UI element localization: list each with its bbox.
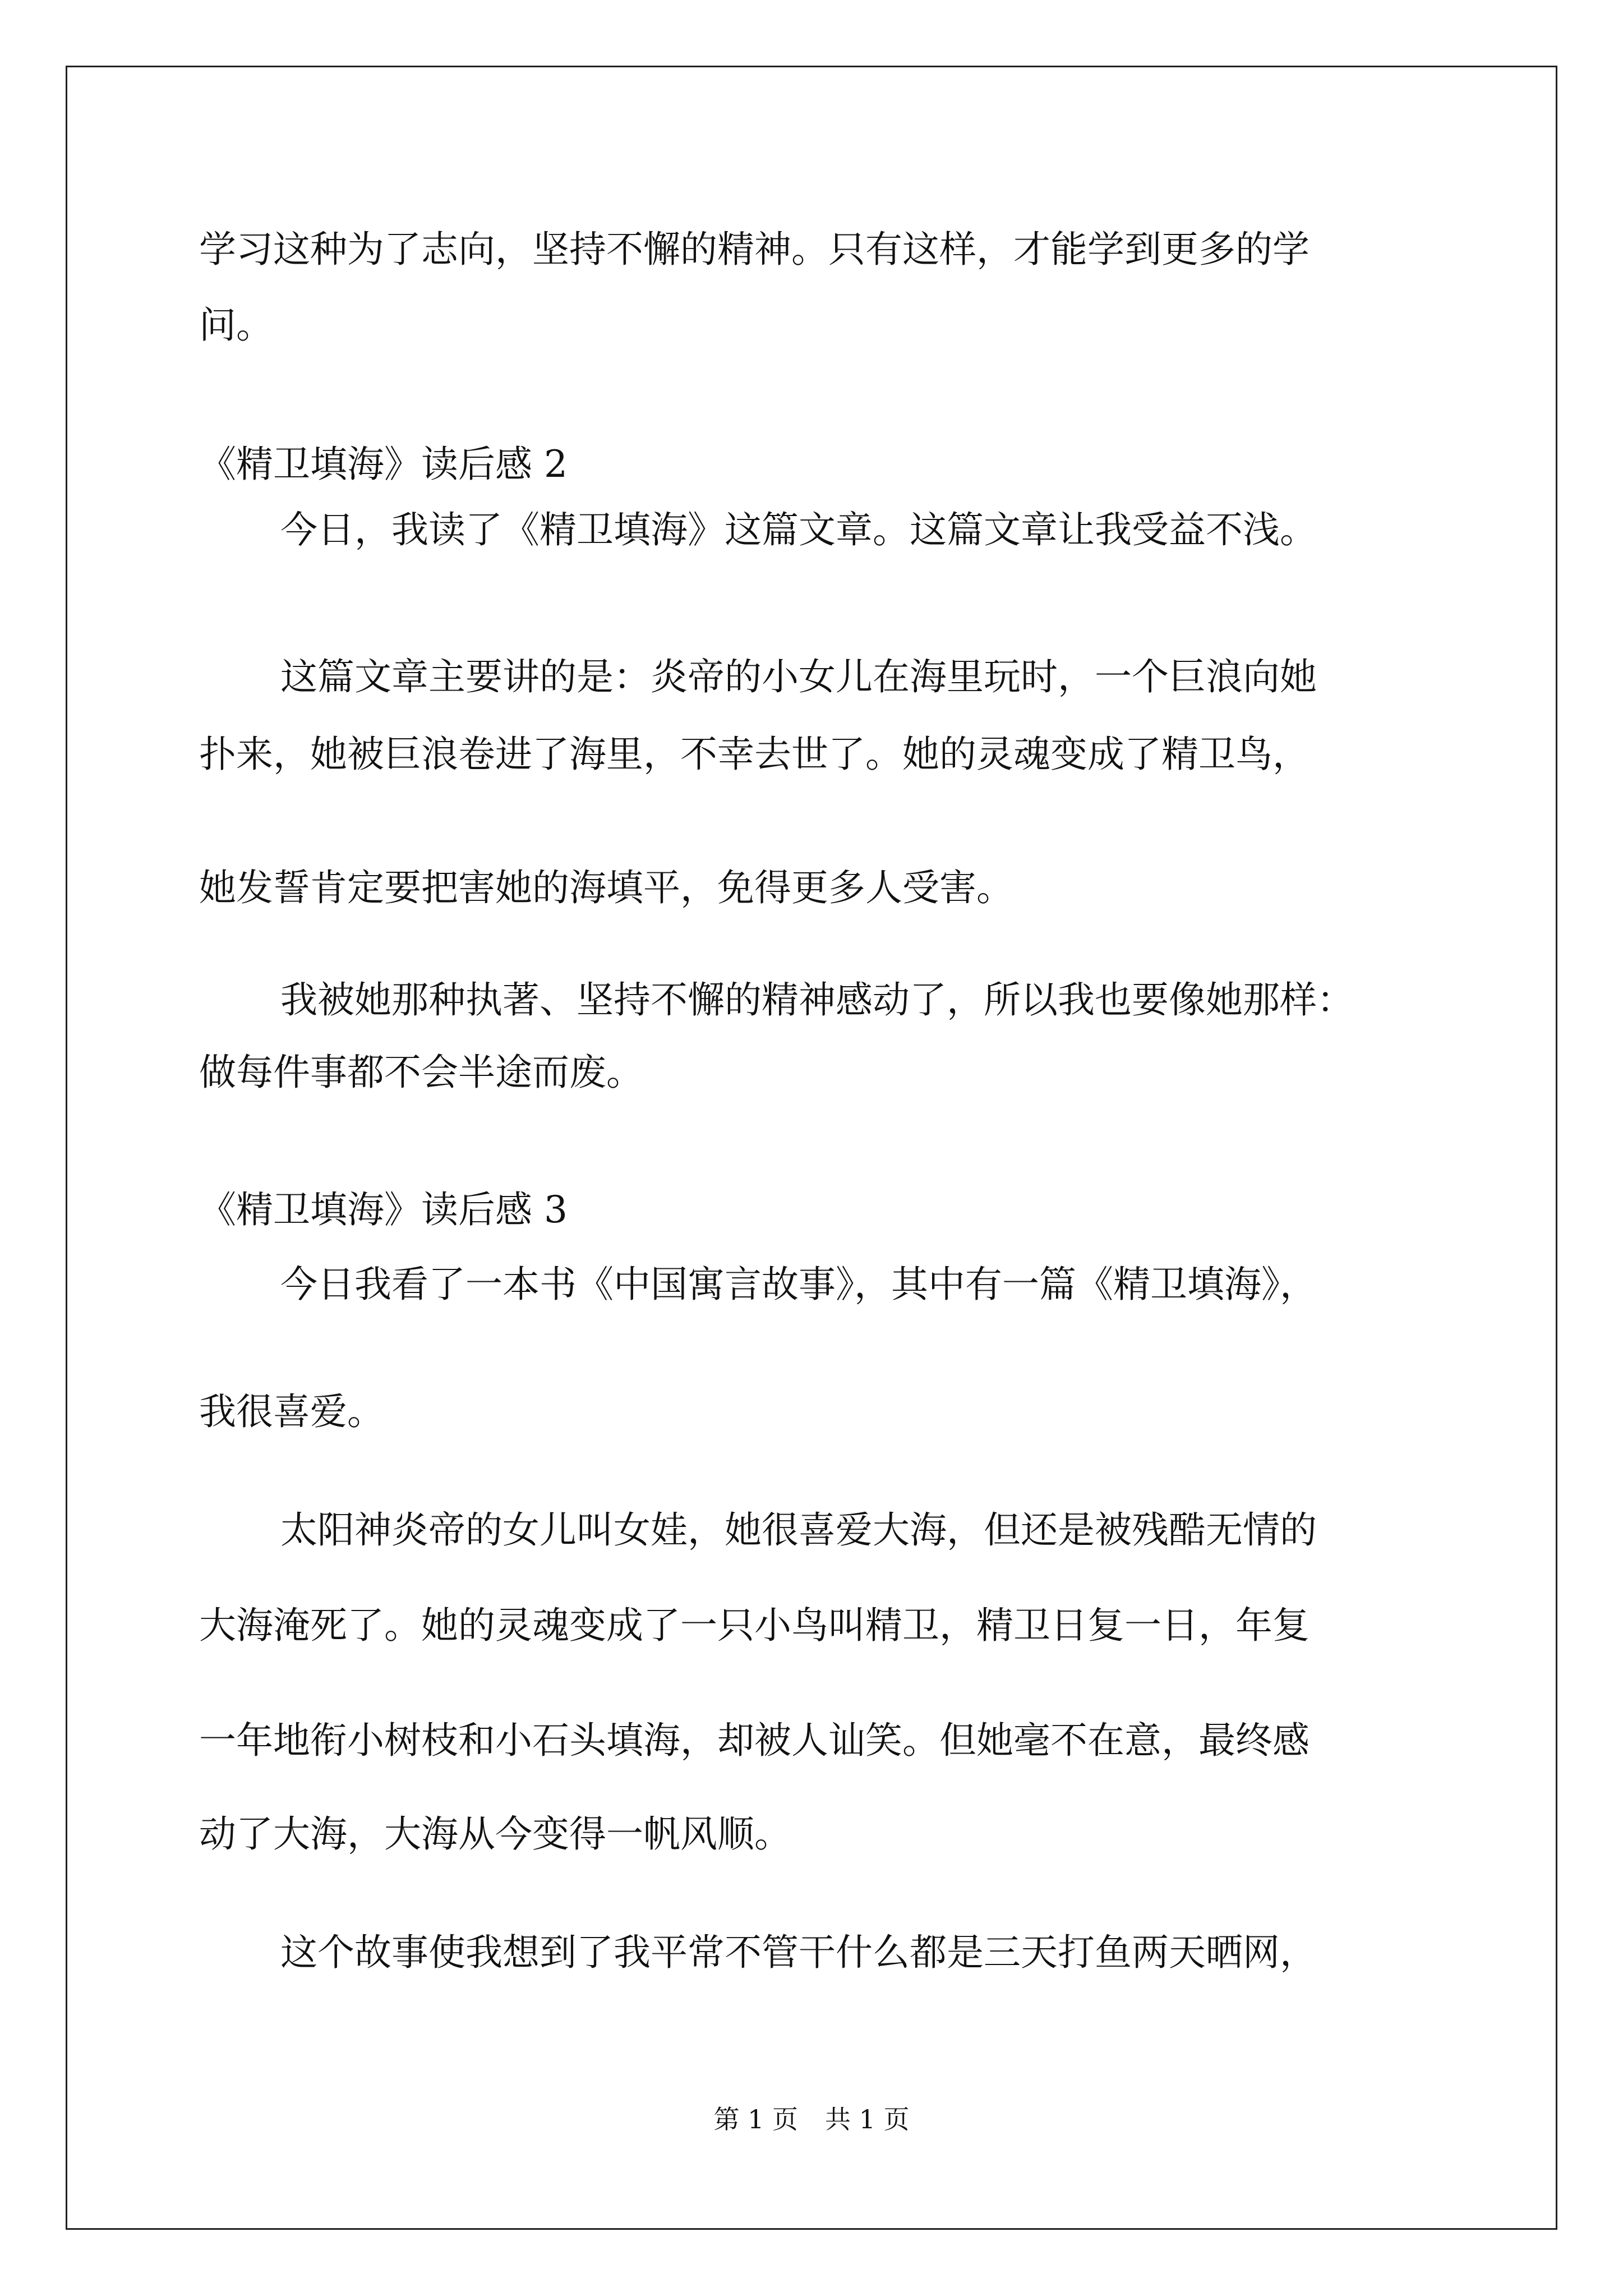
paragraph-line: 太阳神炎帝的女儿叫女娃，她很喜爱大海，但还是被残酷无情的 bbox=[280, 1508, 1317, 1552]
paragraph-line: 做每件事都不会半途而废。 bbox=[199, 1051, 643, 1094]
section-heading: 《精卫填海》读后感 2 bbox=[199, 443, 568, 486]
paragraph-line: 大海淹死了。她的灵魂变成了一只小鸟叫精卫，精卫日复一日，年复 bbox=[199, 1604, 1310, 1647]
paragraph-line: 今日我看了一本书《中国寓言故事》，其中有一篇《精卫填海》， bbox=[280, 1263, 1317, 1306]
paragraph-line: 我被她那种执著、坚持不懈的精神感动了，所以我也要像她那样： bbox=[280, 978, 1354, 1022]
section-heading: 《精卫填海》读后感 3 bbox=[199, 1188, 568, 1231]
page-border bbox=[66, 66, 1557, 2230]
page-number: 第 1 页 bbox=[713, 2104, 798, 2134]
paragraph-line: 这个故事使我想到了我平常不管干什么都是三天打鱼两天晒网， bbox=[280, 1931, 1317, 1974]
paragraph-line: 今日，我读了《精卫填海》这篇文章。这篇文章让我受益不浅。 bbox=[280, 508, 1317, 551]
paragraph-line: 她发誓肯定要把害她的海填平，免得更多人受害。 bbox=[199, 866, 1013, 909]
paragraph-line: 问。 bbox=[199, 303, 273, 347]
page-total: 共 1 页 bbox=[825, 2104, 910, 2134]
paragraph-line: 学习这种为了志向，坚持不懈的精神。只有这样，才能学到更多的学 bbox=[199, 228, 1310, 271]
paragraph-line: 动了大海，大海从今变得一帆风顺。 bbox=[199, 1812, 791, 1856]
paragraph-line: 这篇文章主要讲的是：炎帝的小女儿在海里玩时，一个巨浪向她 bbox=[280, 655, 1317, 698]
paragraph-line: 我很喜爱。 bbox=[199, 1390, 384, 1433]
page-footer bbox=[0, 2102, 1623, 2136]
paragraph-line: 一年地衔小树枝和小石头填海，却被人讪笑。但她毫不在意，最终感 bbox=[199, 1719, 1310, 1762]
paragraph-line: 扑来，她被巨浪卷进了海里，不幸去世了。她的灵魂变成了精卫鸟， bbox=[199, 733, 1310, 776]
